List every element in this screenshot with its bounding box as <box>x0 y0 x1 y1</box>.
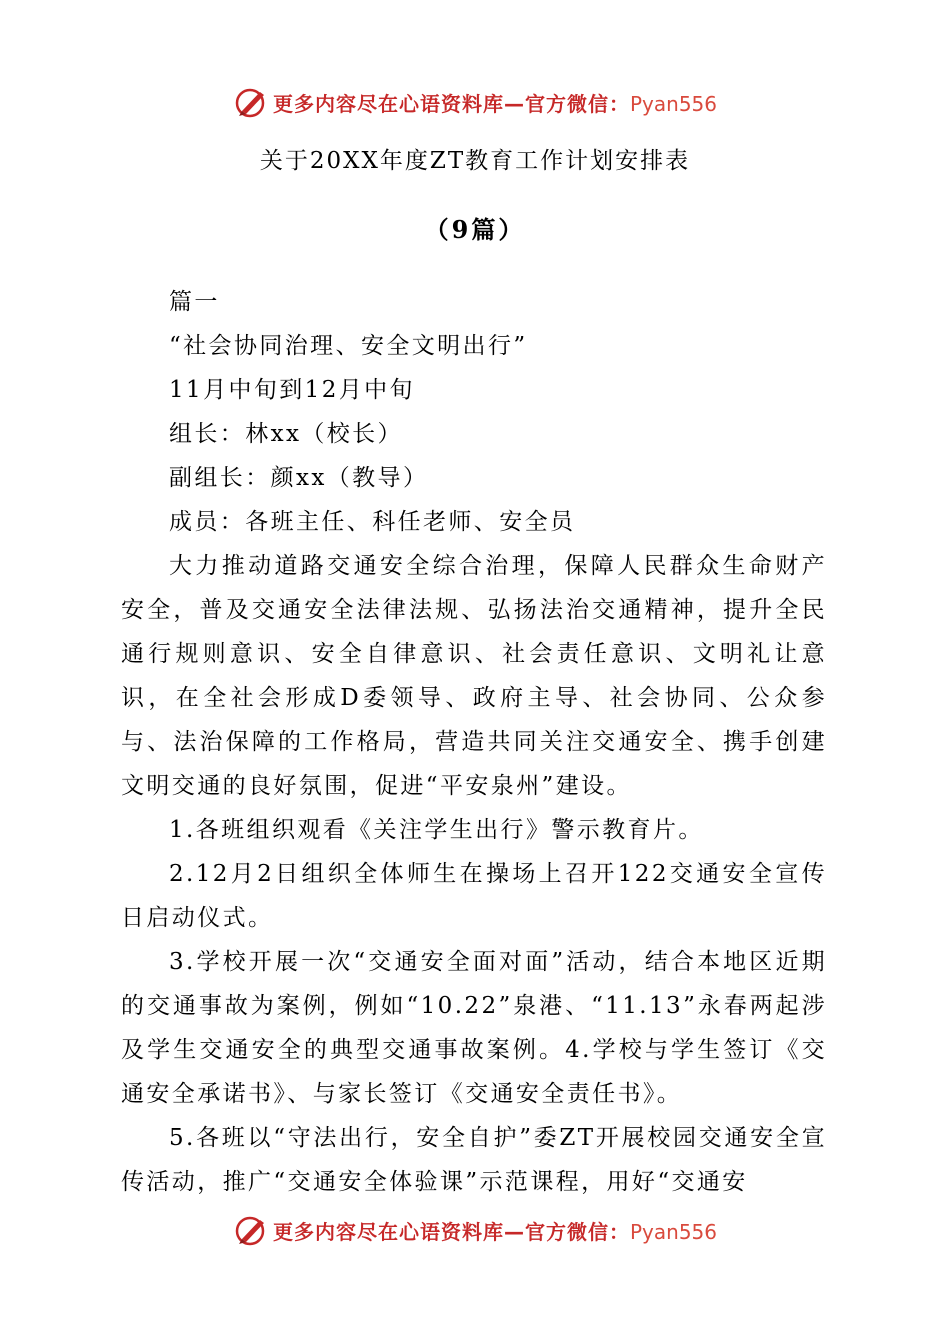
paragraph-1: 篇一 <box>169 289 220 315</box>
paragraph-8: 1.各班组织观看《关注学生出行》警示教育片。 <box>169 817 704 843</box>
paragraph-9: 2.12月2日组织全体师生在操场上召开122交通安全宣传日启动仪式。 <box>121 861 827 931</box>
paragraph-6: 成员：各班主任、科任老师、安全员 <box>169 509 576 535</box>
paragraph-4: 组长：林xx（校长） <box>169 421 403 447</box>
pen-logo-icon <box>233 1212 269 1248</box>
document-title: 关于20XX年度ZT教育工作计划安排表 <box>259 148 691 174</box>
header-watermark <box>0 82 950 122</box>
watermark-main: 更多内容尽在心语资料库—官方微信： <box>272 91 630 116</box>
paragraph-7: 大力推动道路交通安全综合治理，保障人民群众生命财产安全，普及交通安全法律法规、弘扬法治交通精神，提升全民通行规则意识、安全自律意识、社会责任意识、文明礼让意识，在全社会形成D委领导、政府主导、社会协同、公众参与、法治保障的工作格局，营造共同关注交通安全、携手创建文明交通的良好氛围，促进“平安泉州”建设。 <box>121 553 827 799</box>
paragraph-3: 11月中旬到12月中旬 <box>169 377 415 403</box>
watermark-text <box>273 88 717 117</box>
footer-watermark <box>0 1210 950 1250</box>
paragraph-10: 3.学校开展一次“交通安全面对面”活动，结合本地区近期的交通事故为案例，例如“10.22”泉港、“11.13”永春两起涉及学生交通安全的典型交通事故案例。4.学校与学生签订《交通安全承诺书》、与家长签订《交通安全责任书》。 <box>121 949 827 1107</box>
paragraph-11: 5.各班以“守法出行，安全自护”委ZT开展校园交通安全宣传活动，推广“交通安全体验课”示范课程，用好“交通安 <box>121 1125 827 1195</box>
watermark-main: 更多内容尽在心语资料库—官方微信： <box>272 1219 630 1244</box>
paragraph-5: 副组长：颜xx（教导） <box>169 465 429 491</box>
watermark-text <box>273 1216 717 1245</box>
document-subtitle: （9篇） <box>424 215 526 244</box>
document-body <box>121 280 827 1204</box>
watermark-wechat-id: Pyan556 <box>629 91 717 116</box>
paragraph-2: “社会协同治理、安全文明出行” <box>169 333 528 359</box>
pen-logo-icon <box>233 84 269 120</box>
watermark-wechat-id: Pyan556 <box>629 1219 717 1244</box>
